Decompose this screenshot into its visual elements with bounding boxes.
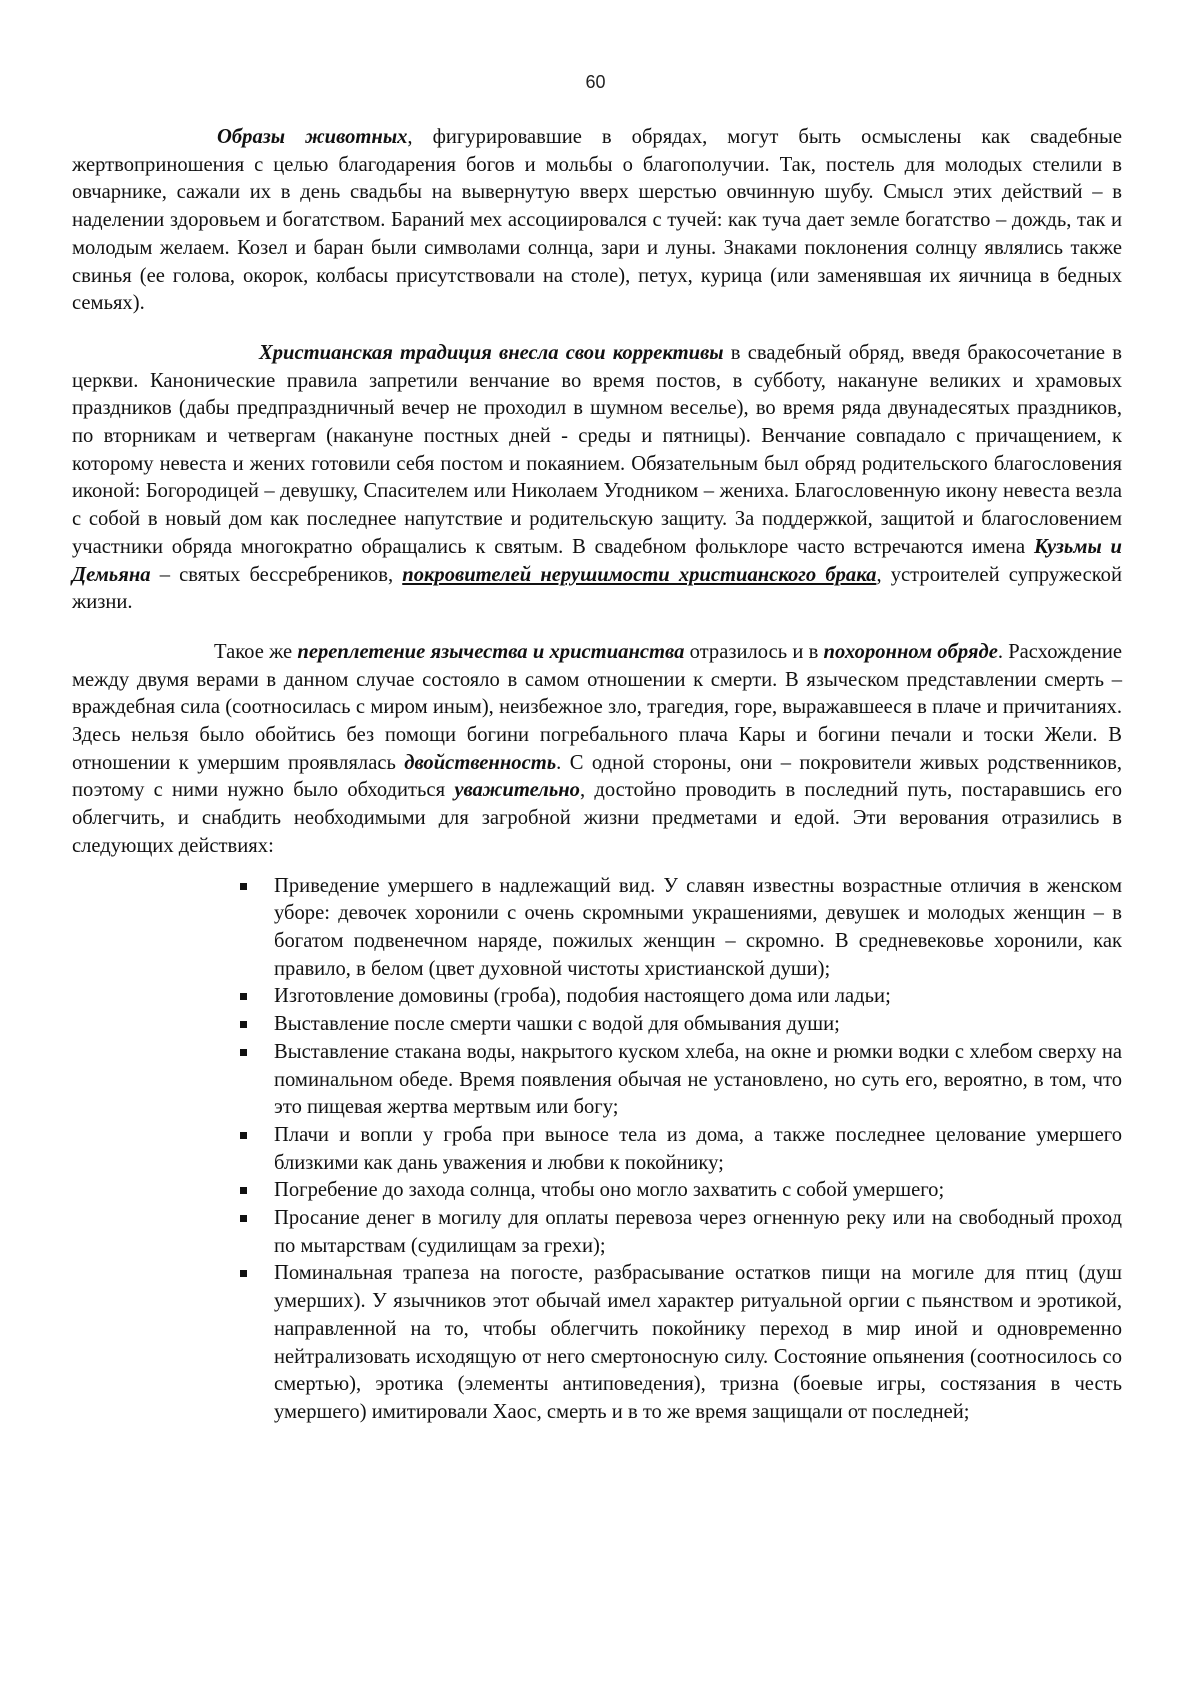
paragraph-text: . С одной стороны, они – покровители живых родственников, поэтому с ними нужно было обходиться: [72, 751, 1122, 802]
list-item: Поминальная трапеза на погосте, разбрасывание остатков пищи на могиле для птиц (душ умерших). У язычников этот обычай имел характер ритуальной оргии с пьянством и эротикой, направленной на то, чтобы облегчить покойнику переход в мир иной и одновременно нейтрализовать исходящую от него смертоносную силу. Состояние опьянения (соотносилось со смертью), эротика (элементы антиповедения), тризна (боевые игры, состязания в честь умершего) имитировали Хаос, смерть и в то же время защищали от последней;: [274, 1260, 1122, 1426]
document-body: [72, 124, 1122, 1427]
list-item: Выставление стакана воды, накрытого куском хлеба, на окне и рюмки водки с хлебом сверху на поминальном обеде. Время появления обычая не установлено, но суть его, вероятно, в том, что это пищевая жертва мертвым или богу;: [274, 1039, 1122, 1122]
list-item: Изготовление домовины (гроба), подобия настоящего дома или ладьи;: [274, 983, 1122, 1011]
paragraph-christian-tradition: [72, 340, 1122, 617]
paragraph-text: отразилось и в: [684, 640, 824, 663]
paragraph-text: в свадебный обряд, введя бракосочетание в церкви. Канонические правила запретили венчание во время постов, в субботу, накануне великих и храмовых праздников (дабы предпраздничный вечер не проходил в шумном веселье), во время ряда двунадесятых праздников, по вторникам и четвергам (накануне постных дней - среды и пятницы). Венчание совпадало с причащением, к которому невеста и жених готовили себя постом и покаянием. Обязательным был обряд родительского благословения иконой: Богородицей – девушку, Спасителем или Николаем Угодником – жениха. Благословенную икону невеста везла с собой в новый дом как последнее напутствие и родительскую защиту. За поддержкой, защитой и благословением участники обряда многократно обращались к святым. В свадебном фольклоре часто встречаются имена: [72, 341, 1122, 558]
list-item: Плачи и вопли у гроба при выносе тела из дома, а также последнее целование умершего близкими как дань уважения и любви к покойнику;: [274, 1122, 1122, 1177]
list-item: Приведение умершего в надлежащий вид. У славян известны возрастные отличия в женском уборе: девочек хоронили с очень скромными украшениями, девушек и молодых женщин – в богатом подвенечном наряде, пожилых женщин – скромно. В средневековье хоронили, как правило, в белом (цвет духовной чистоты христианской души);: [274, 873, 1122, 984]
paragraph-animal-images: [72, 124, 1122, 318]
emphasis-funeral-rite: похоронном обряде: [823, 640, 998, 663]
paragraph-text: , устроителей супружеской жизни.: [72, 563, 1122, 614]
paragraph-text: Такое же: [214, 640, 298, 663]
paragraph-text: . Расхождение между двумя верами в данном случае состояло в самом отношении к смерти. В языческом представлении смерть – враждебная сила (соотносилась с миром иным), неизбежное зло, трагедия, горе, выражавшееся в плаче и причитаниях. Здесь нельзя было обойтись без помощи богини погребального плача Кары и богини печали и тоски Жели. В отношении к умершим проявлялась: [72, 640, 1123, 774]
emphasis-christian-tradition: Христианская традиция внесла свои коррективы: [259, 341, 724, 364]
emphasis-duality: двойственность: [404, 751, 557, 774]
page-number: 60: [585, 72, 606, 92]
emphasis-animal-images: Образы животных: [217, 126, 408, 148]
paragraph-text: , достойно проводить в последний путь, постаравшись его облегчить, и снабдить необходимыми для загробной жизни предметами и едой. Эти верования отразились в следующих действиях:: [72, 779, 1122, 857]
list-item: Выставление после смерти чашки с водой для обмывания души;: [274, 1011, 1122, 1039]
list-item: Просание денег в могилу для оплаты перевоза через огненную реку или на свободный проход по мытарствам (судилищам за грехи);: [274, 1205, 1122, 1260]
emphasis-interweaving: переплетение язычества и христианства: [297, 640, 685, 663]
paragraph-text: , фигурировавшие в обрядах, могут быть осмыслены как свадебные жертвоприношения с целью благодарения богов и мольбы о благополучии. Так, постель для молодых стелили в овчарнике, сажали их в день свадьбы на вывернутую вверх шерстью овчинную шубу. Смысл этих действий – в наделении здоровьем и богатством. Бараний мех ассоциировался с тучей: как туча дает земле богатство – дождь, так и молодым желаем. Козел и баран были символами солнца, зари и луны. Знаками поклонения солнцу являлись также свинья (ее голова, окорок, колбасы присутствовали на столе), петух, курица (или заменявшая их яичница в бедных семьях).: [72, 126, 1122, 315]
rites-list: [72, 873, 1122, 1427]
emphasis-kuzma-demyan: Кузьмы и Демьяна: [72, 535, 1122, 586]
paragraph-text: – святых бессребреников,: [150, 563, 403, 586]
paragraph-funeral-rite: [72, 639, 1122, 861]
emphasis-respectfully: уважительно: [454, 779, 580, 802]
emphasis-patrons-of-marriage: покровителей нерушимости христианского брака: [402, 563, 877, 586]
list-item: Погребение до захода солнца, чтобы оно могло захватить с собой умершего;: [274, 1177, 1122, 1205]
